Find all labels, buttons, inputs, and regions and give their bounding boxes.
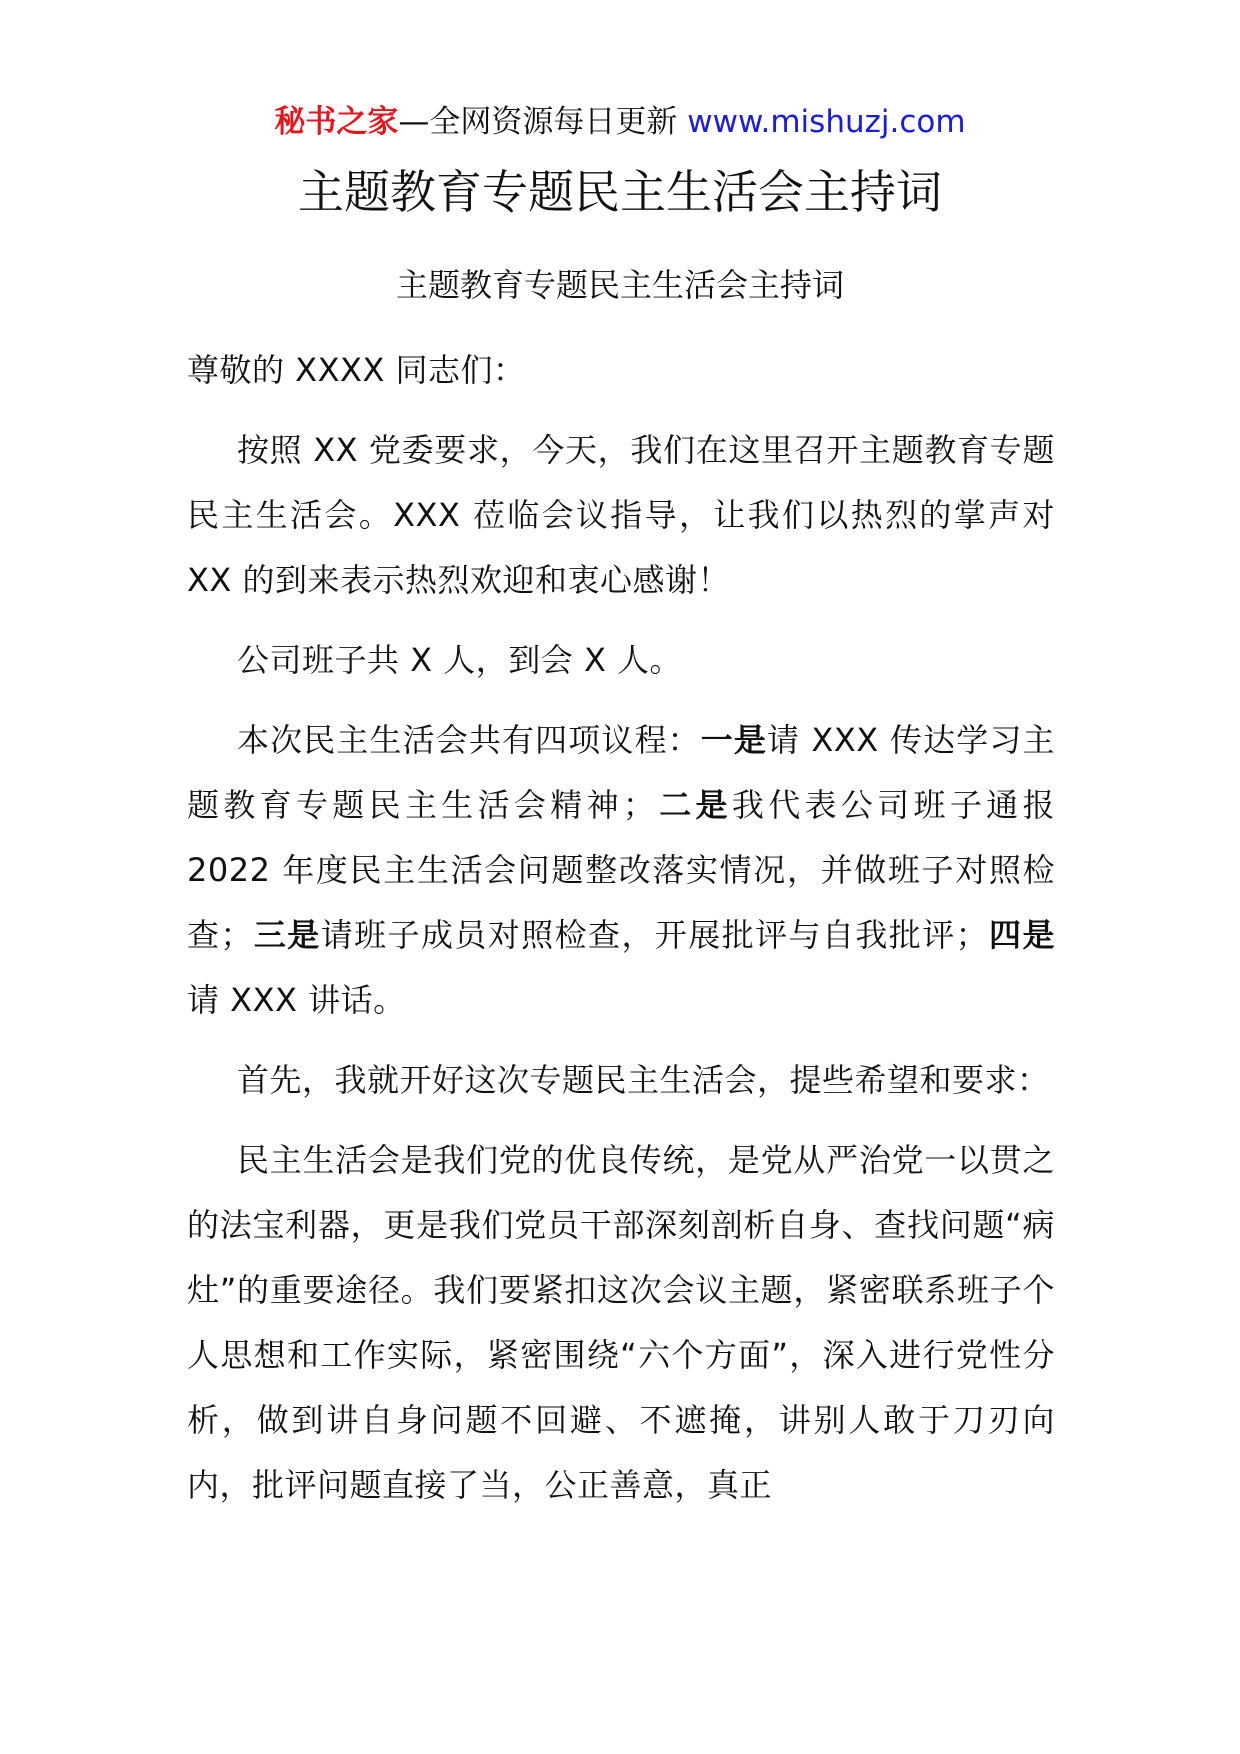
document-body xyxy=(187,338,1055,1533)
document-title: 主题教育专题民主生活会主持词 xyxy=(298,165,942,219)
salutation: 尊敬的 XXXX 同志们： xyxy=(187,351,526,389)
agenda-keyword-3: 三是 xyxy=(252,916,321,954)
paragraph-requirements: 民主生活会是我们党的优良传统，是党从严治党一以贯之的法宝利器，更是我们党员干部深刻剖析自身、查找问题“病灶”的重要途径。我们要紧扣这次会议主题，紧密联系班子个人思想和工作实际，紧密围绕“六个方面”，深入进行党性分析，做到讲自身问题不回避、不遮掩，讲别人敢于刀刃向内，批评问题直接了当，公正善意，真正 xyxy=(187,1141,1055,1504)
site-header xyxy=(0,100,1240,144)
agenda-item-1: 请 XXX 传达学习主题教育专题民主生活会精神； xyxy=(187,721,1055,824)
agenda-intro: 本次民主生活会共有四项议程： xyxy=(237,721,701,759)
agenda-keyword-4: 四是 xyxy=(988,916,1055,954)
agenda-item-3: 请班子成员对照检查，开展批评与自我批评； xyxy=(320,916,989,954)
document-subtitle: 主题教育专题民主生活会主持词 xyxy=(395,266,844,304)
agenda-item-2: 我代表公司班子通报 2022 年度民主生活会问题整改落实情况，并做班子对照检查； xyxy=(187,786,1055,954)
agenda-item-4: 请 XXX 讲话。 xyxy=(187,981,406,1019)
site-url-link[interactable]: www.mishuzj.com xyxy=(687,104,966,140)
agenda-keyword-2: 二是 xyxy=(655,786,732,824)
brand-name: 秘书之家 xyxy=(274,104,399,140)
paragraph-agenda xyxy=(187,708,1055,1033)
paragraph-requirements-intro: 首先，我就开好这次专题民主生活会，提些希望和要求： xyxy=(237,1061,1050,1099)
agenda-keyword-1: 一是 xyxy=(700,721,767,759)
header-tagline: —全网资源每日更新 xyxy=(398,104,678,140)
paragraph-attendance: 公司班子共 X 人，到会 X 人。 xyxy=(237,641,683,679)
paragraph-opening: 按照 XX 党委要求，今天，我们在这里召开主题教育专题民主生活会。XXX 莅临会议指导，让我们以热烈的掌声对 XX 的到来表示热烈欢迎和衷心感谢！ xyxy=(187,431,1055,599)
